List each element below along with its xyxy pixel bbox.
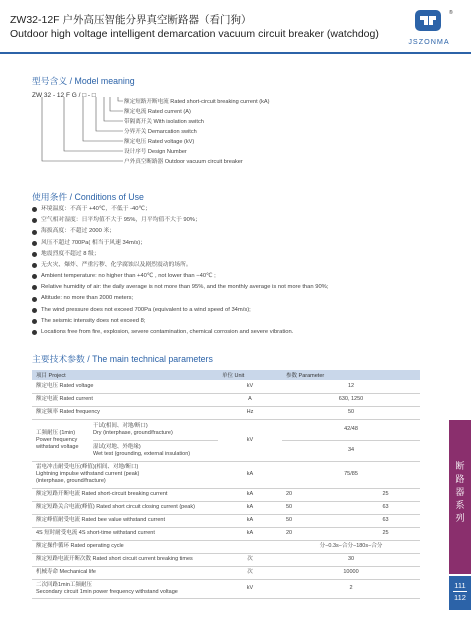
table-header-row (32, 370, 420, 380)
wet-test-value: 34 (347, 447, 355, 453)
page-number-left: 111 (454, 581, 466, 590)
table-row: 额定频率 Rated frequency Hz 50 (32, 406, 420, 419)
table-row: 工频耐压 (1min) Power frequency withstand voltage 干试(相间、对地/断口) Dry (interphase, ground/fracture) 湿试(对地、外绝缘) Wet test (grounding, external insulation) kV 42/48 34 (32, 419, 420, 461)
model-item-6: 设计序号 Design Number (124, 149, 187, 155)
condition-en-item: Locations free from fire, explosion, severe contamination, chemical corrosion and severe vibration. (32, 327, 328, 338)
col-project: 项目 Project (32, 370, 218, 380)
series-side-tab (449, 420, 471, 574)
condition-en-item: Altitude: no more than 2000 meters; (32, 293, 328, 304)
condition-en-item: The wind pressure does not exceed 700Pa (equivalent to a wind speed of 34m/s); (32, 305, 328, 316)
page-title-cn: ZW32-12F 户外高压智能分界真空断路器（看门狗） (10, 14, 252, 26)
model-item-1: 额定短路开断电流 Rated short-circuit breaking current (kA) (124, 99, 270, 105)
side-tab-char: 列 (455, 513, 465, 523)
col-unit: 单位 Unit (218, 370, 282, 380)
logo-text: JSZONMA (408, 37, 450, 46)
conditions-list-en (32, 271, 328, 338)
table-row: 额定短路开断电流 Rated short-circuit breaking current kA 20 25 (32, 488, 420, 501)
side-tab-char: 路 (455, 474, 465, 484)
condition-en-item: The seismic intensity does not exceed 8; (32, 316, 328, 327)
col-parameter: 参数 Parameter (282, 370, 420, 380)
power-frequency-label: 工频耐压 (1min) Power frequency withstand voltage (36, 429, 79, 450)
condition-en-item: Ambient temperature: no higher than +40℃ , not lower than −40℃ ; (32, 271, 328, 282)
parameters-table (32, 370, 420, 599)
page-number-right: 112 (454, 592, 466, 602)
params-heading: 主要技术参数 / The main technical parameters (32, 354, 213, 364)
table-row: 二次回路1min工频耐压 Secondary circuit 1min power frequency withstand voltage kV 2 (32, 579, 420, 598)
wet-test-label: 湿试(对地、外绝缘) Wet test (grounding, external insulation) (93, 443, 191, 457)
conditions-heading: 使用条件 / Conditions of Use (32, 192, 144, 202)
dry-test-value: 42/48 (282, 420, 420, 441)
model-item-3: 带隔离开关 With isolation switch (124, 119, 204, 125)
model-item-7: 户外真空断路器 Outdoor vacuum circuit breaker (124, 159, 243, 165)
condition-cn-item: 环境温度：不高于 +40℃，不低于 -40℃； (32, 204, 201, 215)
side-tab-char: 系 (455, 500, 465, 510)
table-row: 额定短路电流开断次数 Rated short circuit current breaking times 次 30 (32, 553, 420, 566)
condition-cn-item: 空气相对湿度：日平均值不大于 95%，月平均值不大于 90%； (32, 215, 201, 226)
page-title-en: Outdoor high voltage intelligent demarcation vacuum circuit breaker (watchdog) (10, 28, 379, 40)
table-row: 额定电流 Rated current A 630, 1250 (32, 393, 420, 406)
model-item-4: 分界开关 Demarcation switch (124, 129, 197, 135)
model-item-2: 额定电流 Rated current (A) (124, 109, 191, 115)
table-row: 额定短路关合电流(峰值) Rated short circuit closing current (peak) kA 50 63 (32, 501, 420, 514)
side-tab-char: 器 (455, 487, 465, 497)
condition-en-item: Relative humidity of air: the daily average is not more than 95%, and the monthly average is not more than 90%; (32, 282, 328, 293)
dry-test-label: 干试(相间、对地/断口) Dry (interphase, ground/fracture) (93, 420, 218, 441)
page-number-box (449, 576, 471, 610)
table-row: 额定操作循环 Rated operating cycle 分−0.3s−合分−180s−合分 (32, 540, 420, 553)
table-row: 4S 短时耐受电流 4S short-time withstand current kA 20 25 (32, 527, 420, 540)
model-meaning-heading: 型号含义 / Model meaning (32, 76, 135, 86)
model-item-5: 额定电压 Rated voltage (kV) (124, 139, 195, 145)
conditions-list-cn (32, 204, 201, 271)
side-tab-char: 断 (455, 461, 465, 471)
table-row: 额定峰值耐受电流 Rated bee value withstand current kA 50 63 (32, 514, 420, 527)
condition-cn-item: 地震烈度不超过 8 级； (32, 249, 201, 260)
registered-mark: ® (449, 10, 453, 16)
table-row: 机械寿命 Mechanical life 次 10000 (32, 566, 420, 579)
model-code: ZW 32 - 12 F G / □ - □ (32, 92, 96, 99)
condition-cn-item: 风压不超过 700Pa( 相当于风速 34m/s)； (32, 238, 201, 249)
table-row: 额定电压 Rated voltage kV 12 (32, 380, 420, 393)
condition-cn-item: 海拔高度：不超过 2000 米； (32, 226, 201, 237)
condition-cn-item: 无火灾、爆炸、严重污秽、化学腐蚀以及剧烈震动的场所。 (32, 260, 201, 271)
table-row: 雷电冲击耐受电压(峰值)(相间、对地/断口) Lightning impulse withstand current (peak) (interphase, ground/fracture) kA 75/85 (32, 461, 420, 488)
